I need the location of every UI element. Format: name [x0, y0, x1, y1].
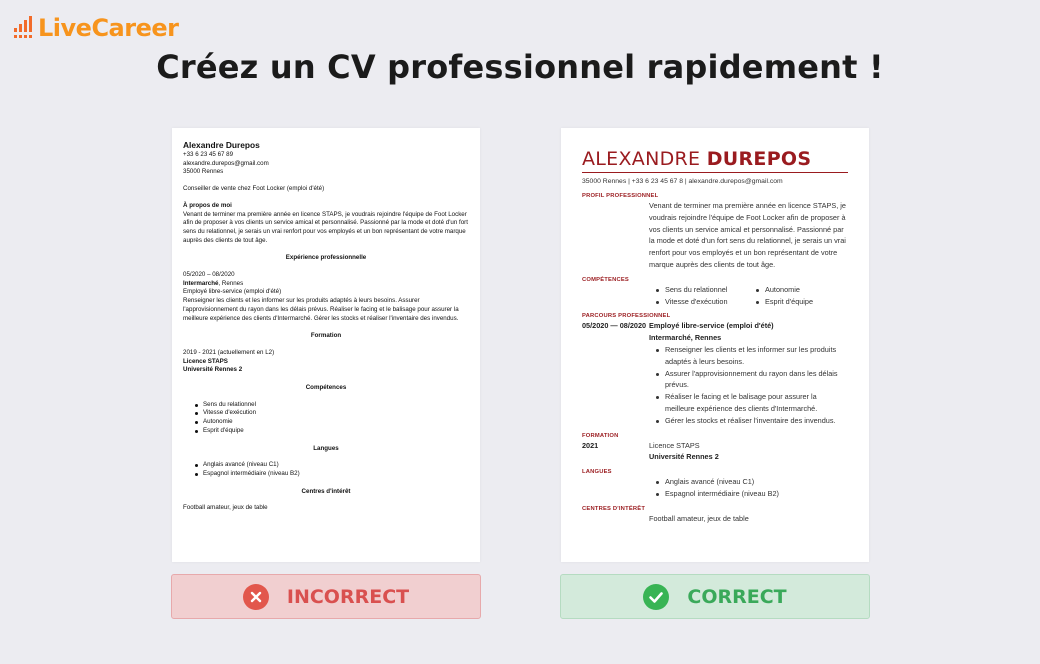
cv-objective: Conseiller de vente chez Foot Locker (emploi d'été) — [183, 185, 325, 193]
list-item: Vitesse d'exécution — [656, 296, 756, 308]
cv-interests: Football amateur, jeux de table — [183, 504, 268, 512]
cv-edu-degree: Licence STAPS — [183, 357, 228, 365]
page-title: Créez un CV professionnel rapidement ! — [156, 48, 884, 86]
cv-interests: Football amateur, jeux de table — [649, 513, 749, 523]
list-item: Réaliser le facing et le balisage pour assurer la meilleure expérience des clients d'Intermarché. — [656, 391, 848, 415]
list-item: Sens du relationnel — [656, 284, 756, 296]
cv-interests-title: CENTRES D'INTÉRÊT — [582, 505, 646, 512]
correct-label: CORRECT — [687, 585, 787, 608]
cv-edu-year: 2021 — [582, 440, 599, 450]
cv-correct-example — [561, 128, 869, 562]
list-item: Anglais avancé (niveau C1) — [195, 461, 469, 470]
cv-exp-bullets — [656, 344, 848, 427]
cv-about-title: À propos de moi — [183, 201, 232, 209]
list-item: Espagnol intermédiaire (niveau B2) — [195, 470, 469, 479]
list-item: Assurer l'approvisionnement du rayon dans les délais prévus. — [656, 368, 848, 392]
list-item: Autonomie — [756, 284, 856, 296]
cv-name — [582, 148, 848, 170]
cv-lang-list — [656, 476, 848, 500]
cv-last-name: DUREPOS — [706, 148, 812, 170]
cv-edu-row — [582, 440, 848, 452]
cv-contact: 35000 Rennes | +33 6 23 45 67 8 | alexandre.durepos@gmail.com — [582, 178, 783, 185]
cv-edu-degree: Licence STAPS — [649, 440, 700, 450]
cv-exp-role: Employé libre-service (emploi d'été) — [183, 288, 282, 296]
incorrect-badge — [171, 574, 481, 619]
cv-city: 35000 Rennes — [183, 168, 224, 176]
cv-profile-title: PROFIL PROFESSIONNEL — [582, 193, 659, 199]
cv-skills-title: Compétences — [305, 384, 347, 392]
cv-edu-dates: 2019 - 2021 (actuellement en L2) — [183, 348, 275, 356]
cv-lang-list — [183, 461, 469, 478]
cv-exp-text: Renseigner les clients et les informer sur les produits adaptés à leurs besoins. Assurer l'approvisionnement du rayon dans les délais prévus. Réaliser le facing et le balisage pour assurer la meilleure expérience des clients d'Intermarché. Gérer les stocks et réaliser l'inventaire des invendus. — [183, 297, 459, 322]
cv-lang-title: Langues — [313, 444, 339, 452]
cv-edu-title: FORMATION — [582, 432, 619, 439]
cv-lang-title: LANGUES — [582, 469, 612, 476]
cv-edu-title: Formation — [310, 332, 342, 340]
list-item: Espagnol intermédiaire (niveau B2) — [656, 488, 848, 500]
correct-badge — [560, 574, 870, 619]
cv-exp-dates: 05/2020 – 08/2020 — [183, 271, 235, 279]
cv-name: Alexandre Durepos — [183, 140, 260, 150]
cv-exp-role: Employé libre-service (emploi d'été) — [649, 321, 774, 331]
cv-exp-header — [582, 320, 848, 332]
cv-exp-city: , Rennes — [218, 279, 244, 287]
list-item: Sens du relationnel — [195, 401, 469, 410]
cv-exp-company: Intermarché — [183, 279, 219, 287]
logo-text: LiveCareer — [38, 14, 179, 42]
logo-mark-icon — [14, 15, 36, 41]
cv-interests-title: Centres d'intérêt — [301, 487, 351, 495]
cv-phone: +33 6 23 45 67 89 — [183, 151, 234, 158]
cv-about-text: Venant de terminer ma première année en licence STAPS, je voudrais rejoindre l'équipe de Foot Locker afin de proposer à vos clients un service amical et personnalisé. Passionné par la mode et doté d'un fort sens du relationnel, je serais un vrai renfort pour vos employés et un bon représentant de votre marque auprès des clients de tout âge. — [183, 210, 468, 244]
cv-skills-list — [183, 401, 469, 436]
list-item: Vitesse d'exécution — [195, 409, 469, 418]
cv-exp-title: Expérience professionnelle — [285, 254, 367, 262]
list-item: Renseigner les clients et les informer sur les produits adaptés à leurs besoins. — [656, 344, 848, 368]
cv-skills-title: COMPÉTENCES — [582, 276, 629, 283]
cv-career-title: PARCOURS PROFESSIONNEL — [582, 313, 671, 320]
list-item: Esprit d'équipe — [756, 296, 856, 308]
cv-profile-text: Venant de terminer ma première année en licence STAPS, je voudrais rejoindre l'équipe de Foot Locker afin de proposer à vos clients un service amical et personnalisé. Passionné par la mode et doté d'un fort sens du relationnel, je serais un vrai renfort pour vos employés et un bon représentant de votre marque auprès des clients de tout âge. — [649, 201, 846, 269]
cv-skills-list — [656, 284, 848, 308]
list-item: Gérer les stocks et réaliser l'inventaire des invendus. — [656, 415, 848, 427]
cv-exp-dates: 05/2020 — 08/2020 — [582, 321, 647, 331]
list-item: Anglais avancé (niveau C1) — [656, 476, 848, 488]
cv-edu-school: Université Rennes 2 — [183, 366, 243, 374]
cv-incorrect-example — [172, 128, 480, 562]
list-item: Autonomie — [195, 418, 469, 427]
close-icon — [243, 584, 269, 610]
incorrect-label: INCORRECT — [286, 585, 410, 608]
name-divider — [582, 172, 848, 173]
list-item: Esprit d'équipe — [195, 427, 469, 436]
cv-email: alexandre.durepos@gmail.com — [183, 159, 269, 167]
check-icon — [643, 584, 669, 610]
cv-exp-employer — [183, 280, 469, 289]
cv-first-name: ALEXANDRE — [582, 148, 701, 170]
cv-edu-school: Université Rennes 2 — [649, 452, 719, 462]
livecareer-logo[interactable] — [14, 14, 178, 42]
cv-exp-company: Intermarché, Rennes — [649, 333, 722, 343]
